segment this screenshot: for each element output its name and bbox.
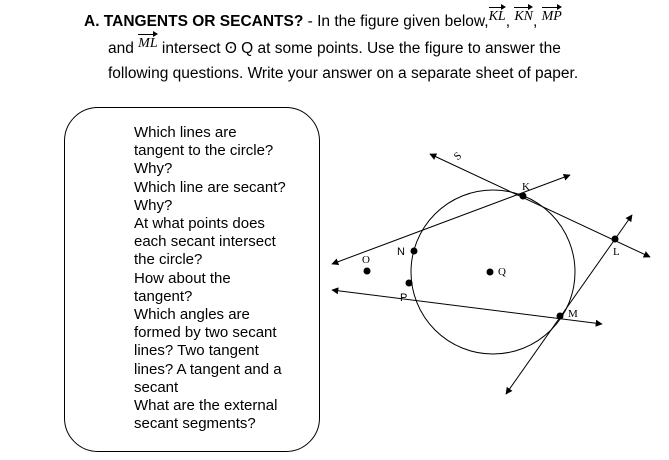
question-line: each secant intersect xyxy=(134,233,276,251)
section-title: A. TANGENTS OR SECANTS? xyxy=(84,13,304,30)
instruction-text: and xyxy=(108,40,139,57)
question-line: secant xyxy=(134,378,179,396)
separator: , xyxy=(533,13,542,30)
question-line: Why? xyxy=(134,196,173,214)
point-k xyxy=(520,193,527,200)
question-line: At what points does xyxy=(134,215,265,233)
question-line: Which lines are xyxy=(134,124,237,141)
question-line: Which line are secant? xyxy=(134,178,286,196)
line-kn xyxy=(332,175,570,264)
circle-figure xyxy=(320,140,660,410)
question-line: lines? Two tangent xyxy=(134,342,259,360)
label-l: L xyxy=(613,246,620,258)
question-line: Why? xyxy=(134,160,173,178)
label-q: Q xyxy=(498,266,506,278)
instructions xyxy=(84,7,664,86)
point-p xyxy=(406,280,413,287)
vector-kn: KN xyxy=(514,9,534,24)
question-line: How about the xyxy=(134,269,231,287)
point-l xyxy=(612,236,619,243)
instruction-text: intersect ʘ Q at some points. Use the figure to answer the xyxy=(157,40,561,57)
instruction-text: following questions. Write your answer on a separate sheet of paper. xyxy=(108,65,579,82)
question-line: the circle? xyxy=(134,251,203,269)
vector-mp: MP xyxy=(541,9,562,24)
label-s: S xyxy=(451,149,465,163)
question-line: Which angles are xyxy=(134,306,250,324)
label-o: O xyxy=(362,254,370,266)
question-line: lines? A tangent and a xyxy=(134,360,282,378)
instructions-line-1 xyxy=(84,7,664,34)
separator: , xyxy=(505,13,515,30)
vector-kl: KL xyxy=(488,9,506,24)
label-n: N xyxy=(397,246,405,258)
instructions-line-3 xyxy=(84,61,664,86)
vector-ml: ML xyxy=(138,36,158,51)
question-line: What are the external xyxy=(134,397,278,415)
question-line: secant segments? xyxy=(134,415,256,433)
point-o xyxy=(364,268,371,275)
instructions-line-2 xyxy=(84,34,664,61)
point-q xyxy=(487,269,494,276)
label-m: M xyxy=(568,308,578,320)
questions-list xyxy=(134,124,286,433)
point-m xyxy=(557,313,564,320)
label-k: K xyxy=(522,181,530,193)
point-n xyxy=(411,248,418,255)
question-line: tangent? xyxy=(134,287,193,305)
question-line: formed by two secant xyxy=(134,324,277,342)
instruction-text: - In the figure given below, xyxy=(303,13,489,30)
question-line: tangent to the circle? xyxy=(134,142,274,160)
label-p: P xyxy=(400,292,408,304)
